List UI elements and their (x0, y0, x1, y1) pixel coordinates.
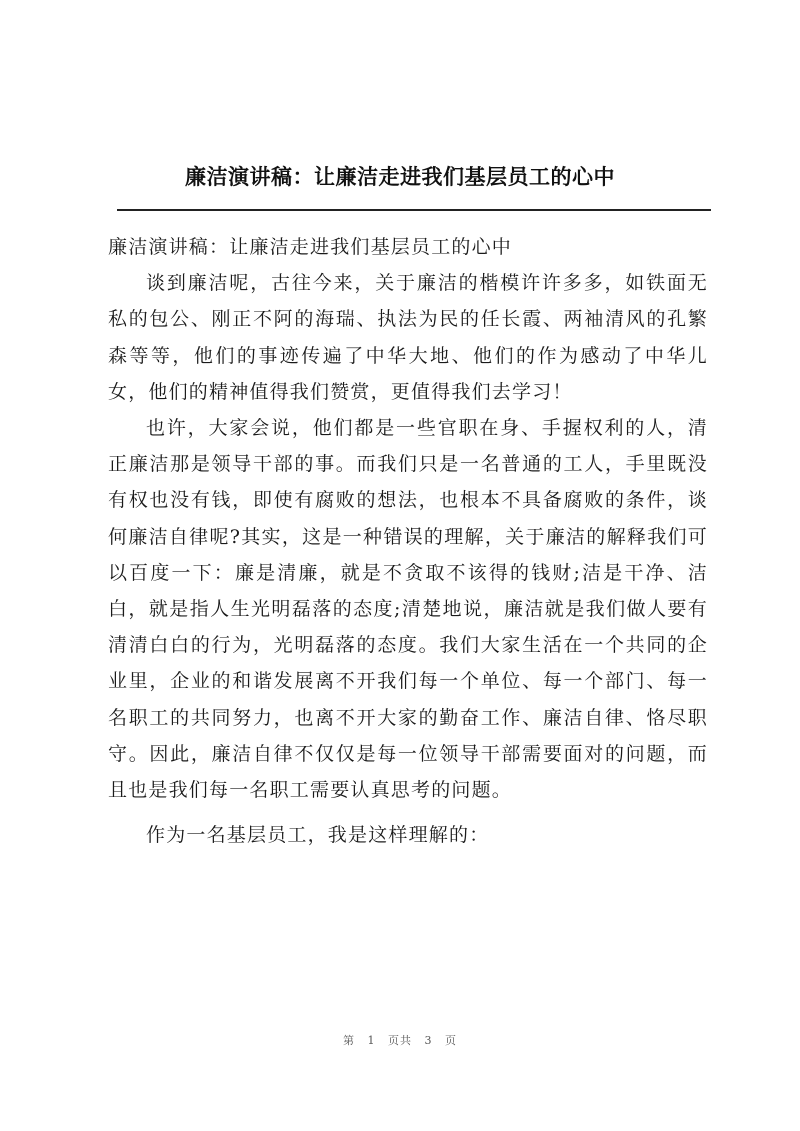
footer-label-total: 页共 (388, 1034, 412, 1047)
body-paragraph-2: 也许，大家会说，他们都是一些官职在身、手握权利的人，清正廉洁那是领导干部的事。而我们只是一名普通的工人，手里既没有权也没有钱，即使有腐败的想法，也根本不具备腐败的条件，谈何廉洁自律呢?其实，这是一种错误的理解，关于廉洁的解释我们可以百度一下：廉是清廉，就是不贪取不该得的钱财;洁是干净、洁白，就是指人生光明磊落的态度;清楚地说，廉洁就是我们做人要有清清白白的行为，光明磊落的态度。我们大家生活在一个共同的企业里，企业的和谐发展离不开我们每一个单位、每一个部门、每一名职工的共同努力，也离不开大家的勤奋工作、廉洁自律、恪尽职守。因此，廉洁自律不仅仅是每一位领导干部需要面对的问题，而且也是我们每一名职工需要认真思考的问题。 (108, 417, 708, 802)
footer-label-page: 第 (343, 1034, 355, 1047)
document-title: 廉洁演讲稿：让廉洁走进我们基层员工的心中 (185, 164, 615, 189)
footer-label-end: 页 (445, 1034, 457, 1047)
body-heading-line: 廉洁演讲稿：让廉洁走进我们基层员工的心中 (108, 236, 513, 258)
document-body (108, 229, 708, 853)
body-paragraph-3: 作为一名基层员工，我是这样理解的： (146, 824, 490, 847)
body-paragraph-1: 谈到廉洁呢，古往今来，关于廉洁的楷模许许多多，如铁面无私的包公、刚正不阿的海瑞、执法为民的任长霞、两袖清风的孔繁森等等，他们的事迹传遍了中华大地、他们的作为感动了中华儿女，他们的精神值得我们赞赏，更值得我们去学习！ (108, 272, 708, 403)
title-divider (117, 209, 711, 211)
footer-page-total: 3 (424, 1034, 433, 1047)
page-footer (0, 1032, 800, 1048)
footer-page-current: 1 (367, 1034, 376, 1047)
